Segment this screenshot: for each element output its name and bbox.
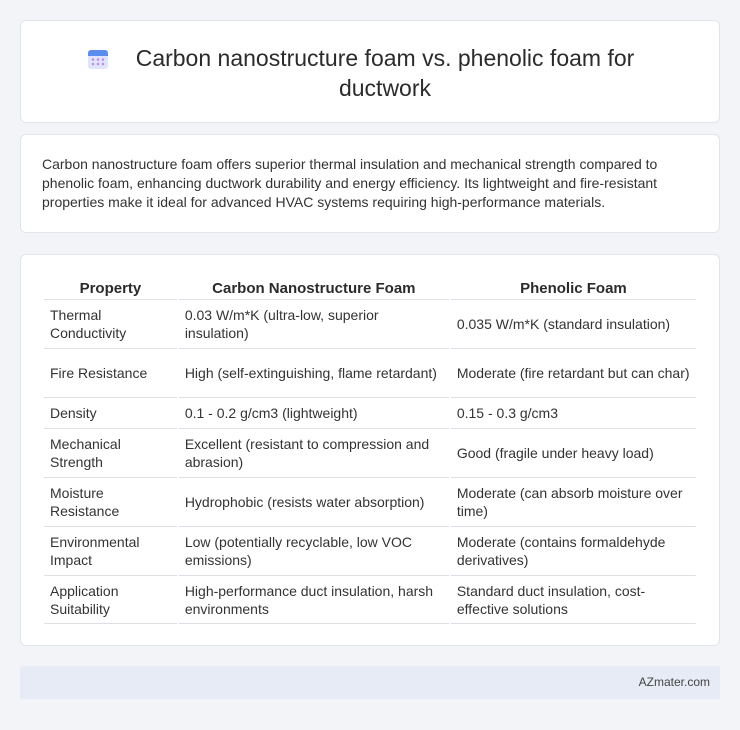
title-card [20,20,720,123]
summary-card [20,134,720,233]
phenolic-foam-cell: 0.035 W/m*K (standard insulation) [451,299,696,348]
footer-brand: AZmater.com [638,675,710,689]
carbon-foam-cell: Hydrophobic (resists water absorption) [179,477,449,526]
carbon-foam-cell: Low (potentially recyclable, low VOC emissions) [179,526,449,575]
phenolic-foam-cell: Standard duct insulation, cost-effective solutions [451,575,696,624]
comparison-table [42,277,698,624]
carbon-foam-cell: High (self-extinguishing, flame retardant) [179,348,449,397]
footer [20,666,720,699]
property-cell: Thermal Conductivity [44,299,177,348]
phenolic-foam-cell: Good (fragile under heavy load) [451,428,696,477]
property-cell: Environmental Impact [44,526,177,575]
property-cell: Density [44,397,177,428]
phenolic-foam-cell: Moderate (fire retardant but can char) [451,348,696,397]
table-row [44,477,696,526]
phenolic-foam-cell: Moderate (can absorb moisture over time) [451,477,696,526]
property-cell: Moisture Resistance [44,477,177,526]
comparison-card [20,254,720,646]
table-row [44,575,696,624]
property-cell: Application Suitability [44,575,177,624]
property-cell: Fire Resistance [44,348,177,397]
table-row [44,397,696,428]
summary-text: Carbon nanostructure foam offers superior thermal insulation and mechanical strength compared to phenolic foam, enhancing ductwork durability and energy efficiency. Its lightweight and fire-resistant properties make it ideal for advanced HVAC systems requiring high-performance materials. [42,156,658,210]
carbon-foam-cell: High-performance duct insulation, harsh environments [179,575,449,624]
carbon-foam-cell: Excellent (resistant to compression and abrasion) [179,428,449,477]
carbon-foam-cell: 0.03 W/m*K (ultra-low, superior insulation) [179,299,449,348]
table-row [44,348,696,397]
table-row [44,428,696,477]
header-phenolic-foam: Phenolic Foam [520,280,627,297]
phenolic-foam-cell: 0.15 - 0.3 g/cm3 [451,397,696,428]
header-property: Property [79,280,142,297]
table-row [44,299,696,348]
table-row [44,526,696,575]
property-cell: Mechanical Strength [44,428,177,477]
header-carbon-foam: Carbon Nanostructure Foam [212,280,416,297]
carbon-foam-cell: 0.1 - 0.2 g/cm3 (lightweight) [179,397,449,428]
table-header-row [44,277,696,299]
phenolic-foam-cell: Moderate (contains formaldehyde derivatives) [451,526,696,575]
page-title: Carbon nanostructure foam vs. phenolic foam for ductwork [135,45,635,101]
